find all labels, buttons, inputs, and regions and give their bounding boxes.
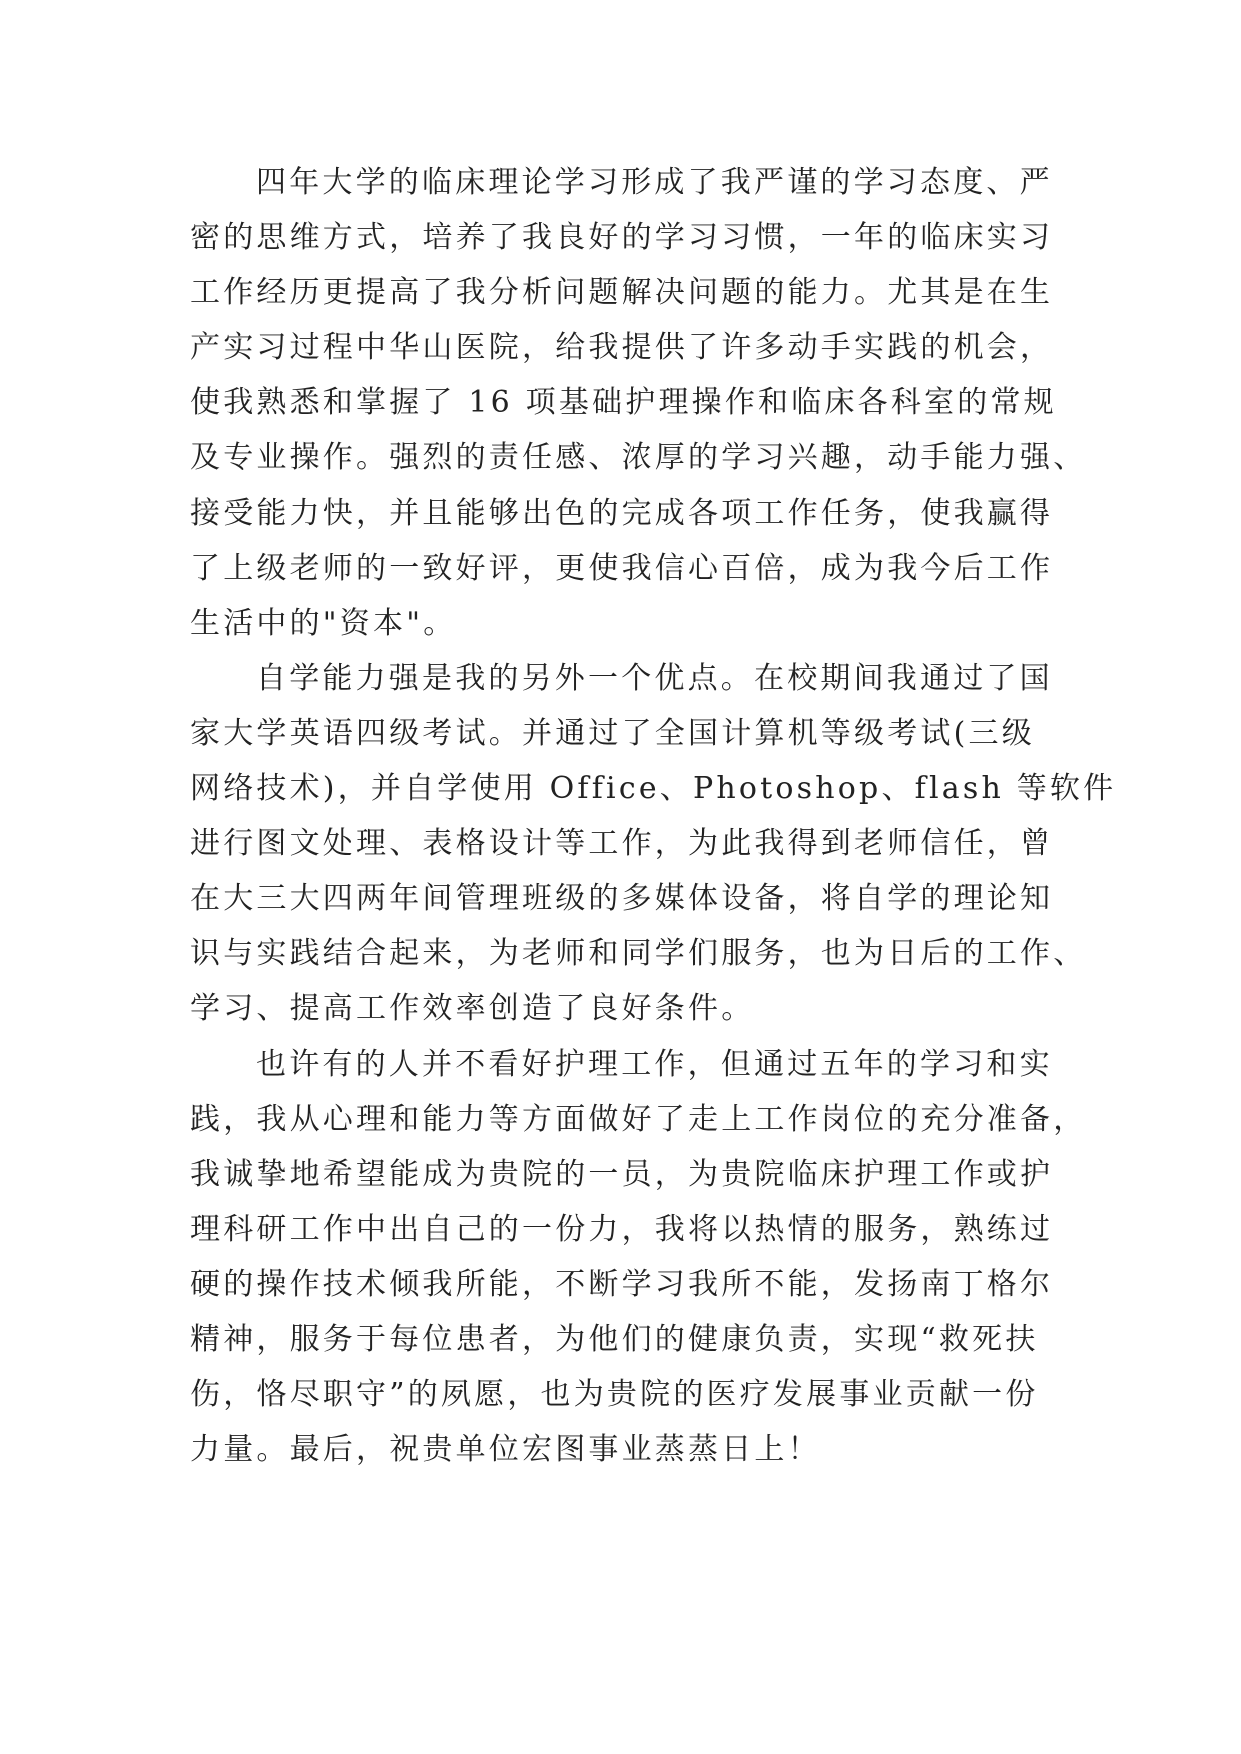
text-line: 工作经历更提高了我分析问题解决问题的能力。尤其是在生	[190, 275, 1054, 311]
text-line: 践，我从心理和能力等方面做好了走上工作岗位的充分准备，	[190, 1101, 1087, 1137]
text-line: 产实习过程中华山医院，给我提供了许多动手实践的机会，	[190, 330, 1054, 366]
text-line: 了上级老师的一致好评，更使我信心百倍，成为我今后工作	[190, 550, 1054, 586]
text-line: 进行图文处理、表格设计等工作，为此我得到老师信任，曾	[190, 826, 1054, 862]
text-line: 也许有的人并不看好护理工作，但通过五年的学习和实	[256, 1046, 1053, 1082]
text-line: 力量。最后，祝贵单位宏图事业蒸蒸日上！	[190, 1432, 821, 1468]
text-line: 自学能力强是我的另外一个优点。在校期间我通过了国	[256, 660, 1053, 696]
text-line: 硬的操作技术倾我所能，不断学习我所不能，发扬南丁格尔	[190, 1266, 1054, 1302]
text-line: 密的思维方式，培养了我良好的学习习惯，一年的临床实习	[190, 220, 1054, 256]
text-line: 精神，服务于每位患者，为他们的健康负责，实现“救死扶	[190, 1321, 1039, 1357]
text-line: 我诚挚地希望能成为贵院的一员，为贵院临床护理工作或护	[190, 1156, 1054, 1192]
text-line: 理科研工作中出自己的一份力，我将以热情的服务，熟练过	[190, 1211, 1054, 1247]
text-line: 及专业操作。强烈的责任感、浓厚的学习兴趣，动手能力强、	[190, 440, 1087, 476]
text-line: 家大学英语四级考试。并通过了全国计算机等级考试(三级	[190, 715, 1035, 751]
text-line: 生活中的"资本"。	[190, 605, 457, 641]
document-body	[190, 155, 1117, 1477]
paragraph-2	[190, 651, 1117, 1037]
text-line: 网络技术)，并自学使用 Office、Photoshop、flash 等软件	[190, 771, 1117, 807]
text-line: 四年大学的临床理论学习形成了我严谨的学习态度、严	[256, 165, 1053, 200]
paragraph-3	[190, 1037, 1087, 1478]
text-line: 伤，恪尽职守”的夙愿，也为贵院的医疗发展事业贡献一份	[190, 1377, 1039, 1413]
text-line: 识与实践结合起来，为老师和同学们服务，也为日后的工作、	[190, 936, 1087, 972]
paragraph-1	[190, 155, 1087, 651]
text-line: 使我熟悉和掌握了 16 项基础护理操作和临床各科室的常规	[190, 385, 1057, 421]
text-line: 学习、提高工作效率创造了良好条件。	[190, 991, 755, 1027]
text-line: 在大三大四两年间管理班级的多媒体设备，将自学的理论知	[190, 881, 1054, 917]
text-line: 接受能力快，并且能够出色的完成各项工作任务，使我赢得	[190, 495, 1054, 531]
